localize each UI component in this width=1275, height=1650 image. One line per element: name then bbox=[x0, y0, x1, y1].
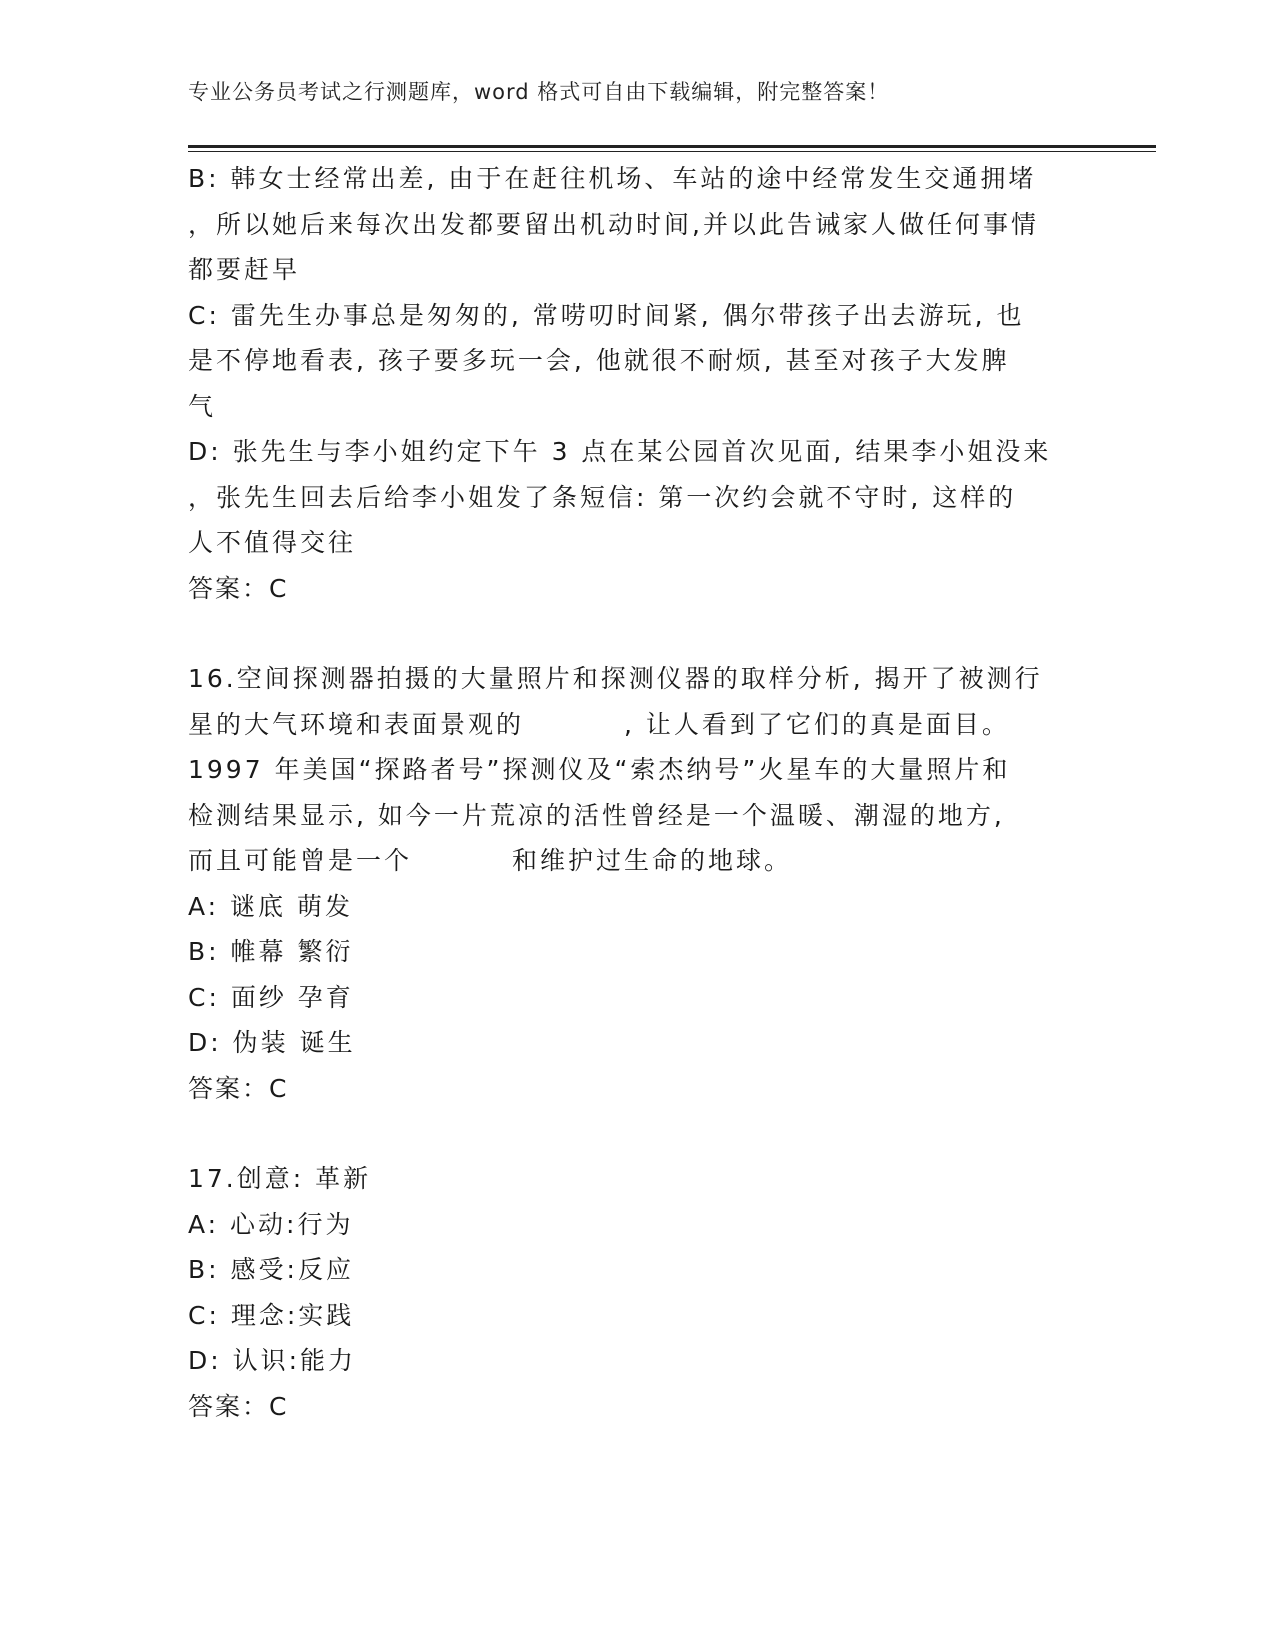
q17-option-d: D: 认识:能力 bbox=[188, 1346, 357, 1375]
q15-option-c-line: 气 bbox=[188, 391, 217, 421]
q16-option-b: B: 帷幕 繁衍 bbox=[188, 937, 354, 966]
q17-option-a: A: 心动:行为 bbox=[188, 1209, 354, 1239]
q15-option-b-line: 都要赶早 bbox=[188, 255, 301, 284]
q16-option-c: C: 面纱 孕育 bbox=[188, 982, 354, 1012]
q15-option-d-line: D: 张先生与李小姐约定下午 3 点在某公园首次见面, 结果李小姐没来 bbox=[188, 437, 1052, 466]
q16-stem-line: 检测结果显示, 如今一片荒凉的活性曾经是一个温暖、潮湿的地方, bbox=[188, 800, 1005, 830]
q16-stem-part: , 让人看到了它们的真是面目。 bbox=[624, 709, 1010, 739]
q16-stem-line: 16.空间探测器拍摄的大量照片和探测仪器的取样分析, 揭开了被测行 bbox=[188, 664, 1043, 693]
q15-option-c-line: C: 雷先生办事总是匆匆的, 常唠叨时间紧, 偶尔带孩子出去游玩, 也 bbox=[188, 300, 1025, 330]
document-body bbox=[188, 156, 1088, 1429]
q16-stem-line bbox=[188, 838, 1088, 884]
q16-answer: 答案：C bbox=[188, 1073, 289, 1103]
q15-option-d-line: ，张先生回去后给李小姐发了条短信: 第一次约会就不守时, 这样的 bbox=[188, 482, 1017, 512]
header-rule-thin bbox=[188, 151, 1156, 152]
q16-option-a: A: 谜底 萌发 bbox=[188, 891, 353, 921]
q16-stem-line bbox=[188, 702, 1088, 748]
q16-option-d: D: 伪装 诞生 bbox=[188, 1028, 356, 1057]
q17-answer: 答案：C bbox=[188, 1391, 289, 1421]
q16-stem-part: 而且可能曾是一个 bbox=[188, 846, 413, 875]
q17-option-c: C: 理念:实践 bbox=[188, 1300, 355, 1330]
q16-stem-line: 1997 年美国“探路者号”探测仪及“索杰纳号”火星车的大量照片和 bbox=[188, 755, 1011, 784]
q17-stem: 17.创意: 革新 bbox=[188, 1164, 372, 1193]
spacer bbox=[188, 1111, 1088, 1156]
q15-option-b-line: ，所以她后来每次出发都要留出机动时间,并以此告诫家人做任何事情 bbox=[188, 209, 1039, 239]
spacer bbox=[188, 611, 1088, 656]
q16-stem-part: 和维护过生命的地球。 bbox=[512, 846, 793, 875]
page-header: 专业公务员考试之行测题库，word 格式可自由下载编辑，附完整答案！ bbox=[188, 80, 890, 104]
q15-option-c-line: 是不停地看表, 孩子要多玩一会, 他就很不耐烦, 甚至对孩子大发脾 bbox=[188, 346, 1010, 375]
q15-option-b-line: B: 韩女士经常出差, 由于在赶往机场、车站的途中经常发生交通拥堵 bbox=[188, 164, 1037, 193]
q16-stem-part: 星的大气环境和表面景观的 bbox=[188, 709, 525, 739]
header-rule-thick bbox=[188, 145, 1156, 148]
q17-option-b: B: 感受:反应 bbox=[188, 1255, 354, 1284]
q15-answer: 答案：C bbox=[188, 573, 289, 603]
q15-option-d-line: 人不值得交往 bbox=[188, 528, 357, 557]
